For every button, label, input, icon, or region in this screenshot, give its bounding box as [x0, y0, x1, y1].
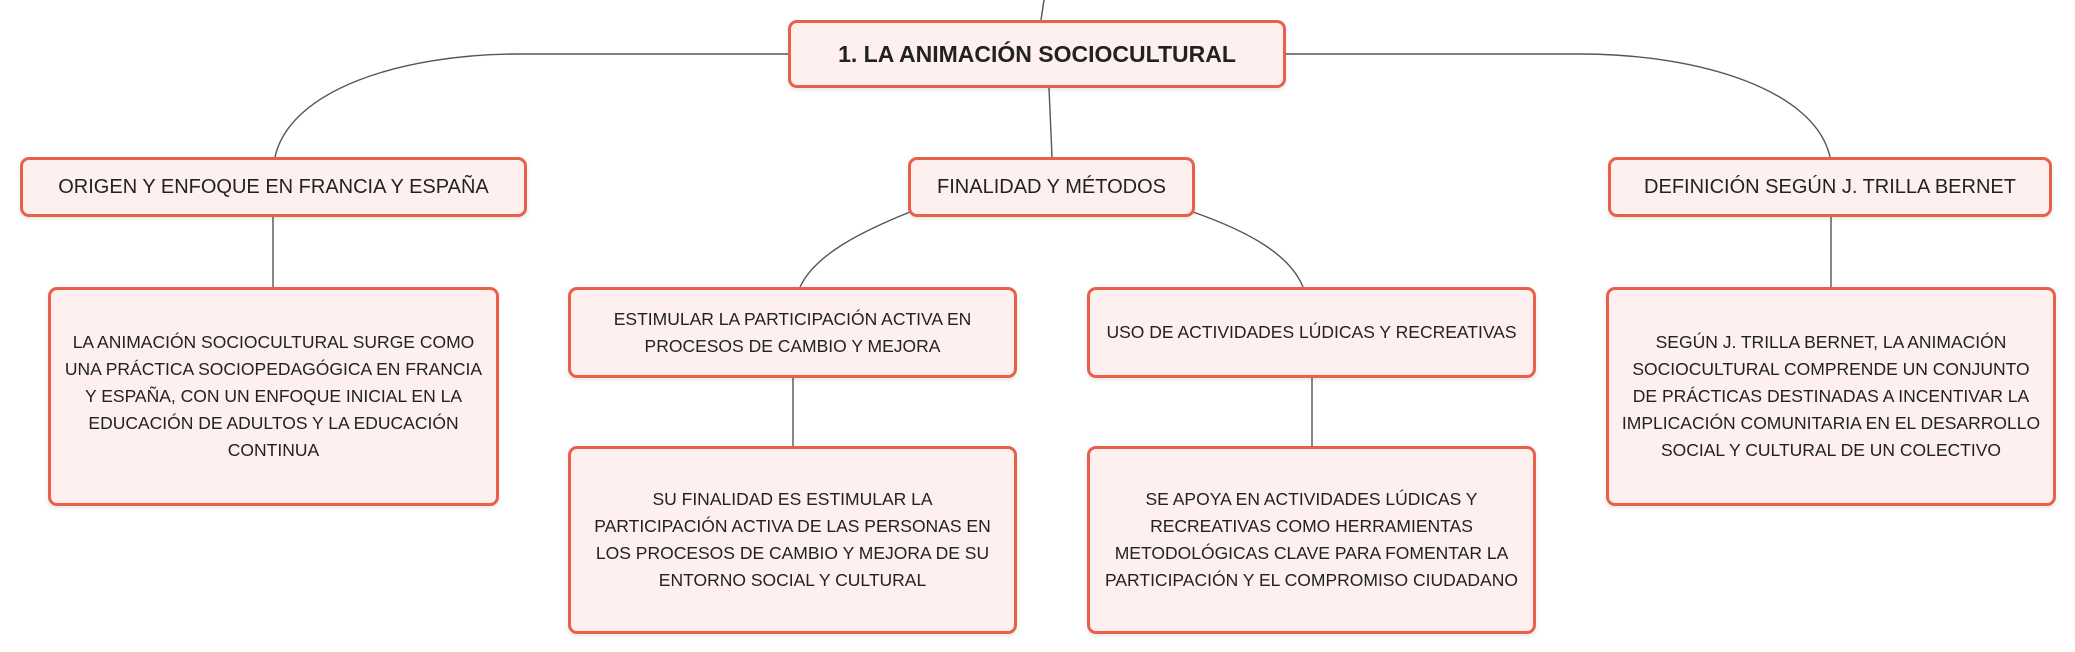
- branch-node-origin-label: ORIGEN Y ENFOQUE EN FRANCIA Y ESPAÑA: [58, 175, 489, 198]
- connector-finalidad-estimular: [800, 212, 910, 287]
- subbranch-node-uso-label: USO DE ACTIVIDADES LÚDICAS Y RECREATIVAS: [1106, 322, 1517, 342]
- subbranch-node-estimular-label: ESTIMULAR LA PARTICIPACIÓN ACTIVA EN PROCESOS DE CAMBIO Y MEJORA: [613, 308, 972, 356]
- connector-finalidad-uso: [1193, 212, 1303, 287]
- subbranch-node-estimular[interactable]: [568, 287, 1017, 378]
- leaf-node-estimular-description[interactable]: [568, 446, 1017, 634]
- leaf-node-origin-description[interactable]: [48, 287, 499, 506]
- connector-root-origin: [275, 54, 788, 157]
- leaf-node-uso-description[interactable]: [1087, 446, 1536, 634]
- branch-node-finalidad[interactable]: [908, 157, 1195, 217]
- branch-node-finalidad-label: FINALIDAD Y MÉTODOS: [937, 175, 1166, 198]
- root-node[interactable]: [788, 20, 1286, 88]
- leaf-node-definicion-description-text: SEGÚN J. TRILLA BERNET, LA ANIMACIÓN SOCIOCULTURAL COMPRENDE UN CONJUNTO DE PRÁCTICAS DESTINADAS A INCENTIVAR LA IMPLICACIÓN COMUNITARIA EN EL DESARROLLO SOCIAL Y CULTURAL DE UN COLECTIVO: [1621, 332, 2041, 460]
- branch-node-origin[interactable]: [20, 157, 527, 217]
- leaf-node-estimular-description-text: SU FINALIDAD ES ESTIMULAR LA PARTICIPACIÓN ACTIVA DE LAS PERSONAS EN LOS PROCESOS DE CAMBIO Y MEJORA DE SU ENTORNO SOCIAL Y CULTURAL: [594, 489, 991, 590]
- connector-root-definicion: [1286, 54, 1830, 157]
- root-node-label: 1. LA ANIMACIÓN SOCIOCULTURAL: [838, 40, 1236, 67]
- leaf-node-definicion-description[interactable]: [1606, 287, 2056, 506]
- subbranch-node-uso[interactable]: [1087, 287, 1536, 378]
- connector-root-finalidad: [1049, 88, 1052, 157]
- branch-node-definicion[interactable]: [1608, 157, 2052, 217]
- leaf-node-uso-description-text: SE APOYA EN ACTIVIDADES LÚDICAS Y RECREATIVAS COMO HERRAMIENTAS METODOLÓGICAS CLAVE PARA FOMENTAR LA PARTICIPACIÓN Y EL COMPROMISO CIUDADANO: [1105, 489, 1518, 590]
- leaf-node-origin-description-text: LA ANIMACIÓN SOCIOCULTURAL SURGE COMO UNA PRÁCTICA SOCIOPEDAGÓGICA EN FRANCIA Y ESPAÑA, CON UN ENFOQUE INICIAL EN LA EDUCACIÓN DE ADULTOS Y LA EDUCACIÓN CONTINUA: [64, 332, 483, 460]
- connector-parent-root: [1041, 0, 1044, 20]
- branch-node-definicion-label: DEFINICIÓN SEGÚN J. TRILLA BERNET: [1644, 175, 2016, 198]
